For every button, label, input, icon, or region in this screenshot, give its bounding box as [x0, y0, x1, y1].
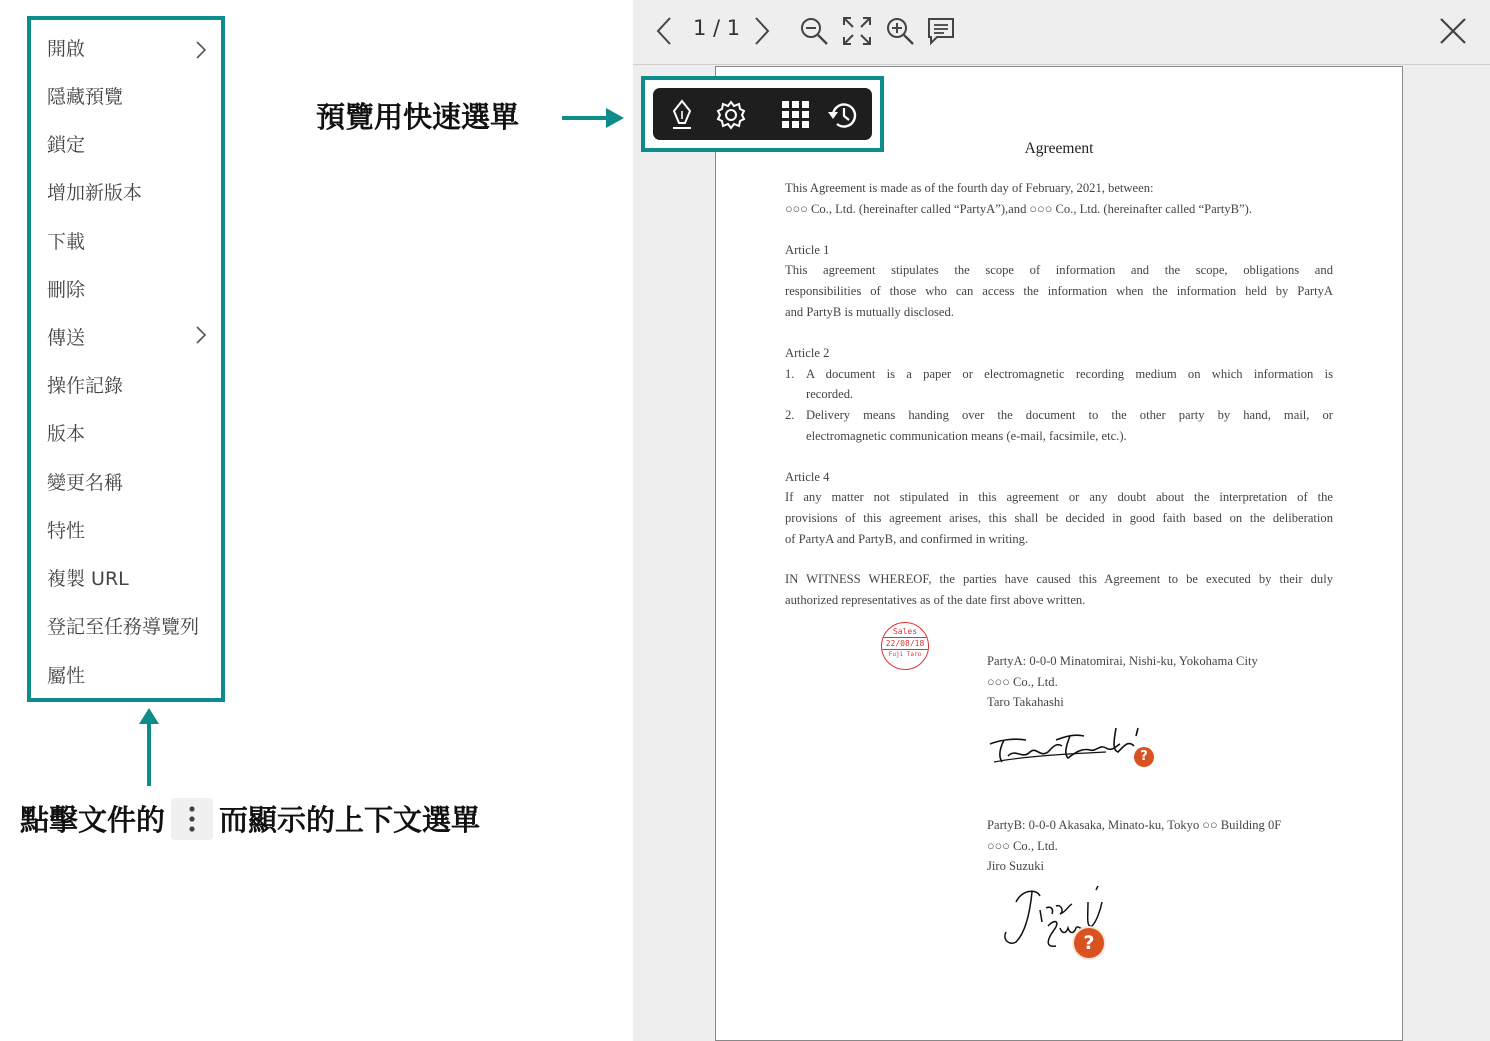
menu-item-operation-log[interactable] [47, 371, 211, 401]
close-icon[interactable] [1439, 17, 1467, 45]
menu-item-label: 開啟 [47, 38, 86, 60]
list-number: 1. [785, 367, 795, 381]
menu-item-label: 增加新版本 [47, 182, 143, 204]
doc-text: ○○○ Co., Ltd. (hereinafter called “PartyA”),and ○○○ Co., Ltd. (hereinafter called “PartyB”). [785, 202, 1253, 216]
menu-item-register-taskbar[interactable] [47, 612, 211, 642]
comment-icon[interactable] [927, 16, 957, 46]
menu-item-add-version[interactable] [47, 178, 211, 208]
doc-text: Taro Takahashi [987, 695, 1064, 709]
menu-item-label: 傳送 [47, 327, 86, 349]
document-page [715, 66, 1403, 1041]
document-viewer [633, 0, 1490, 1041]
signature-partyB [996, 882, 1126, 962]
right-arrow-annotation [562, 108, 626, 128]
menu-item-label: 操作記錄 [47, 375, 124, 397]
menu-item-label: 特性 [47, 520, 86, 542]
doc-text: IN WITNESS WHEREOF, the parties have caused this Agreement to be executed by their duly [785, 572, 1333, 586]
doc-text: ○○○ Co., Ltd. [987, 839, 1058, 853]
menu-item-label: 下載 [47, 231, 86, 253]
doc-text: responsibilities of those who can access the information when the information held by PartyA [785, 284, 1333, 298]
doc-text: PartyB: 0-0-0 Akasaka, Minato-ku, Tokyo ○○ Building 0F [987, 818, 1282, 832]
menu-item-open[interactable] [47, 34, 211, 64]
chevron-right-icon [195, 40, 207, 60]
menu-item-download[interactable] [47, 227, 211, 257]
doc-text: If any matter not stipulated in this agreement or any doubt about the interpretation of the [785, 490, 1333, 504]
signature-badge-icon[interactable]: ? [1134, 747, 1154, 767]
menu-item-versions[interactable] [47, 419, 211, 449]
approval-stamp [881, 622, 929, 670]
menu-item-label: 版本 [47, 423, 86, 445]
menu-item-label: 鎖定 [47, 134, 86, 156]
doc-text: ○○○ Co., Ltd. [987, 675, 1058, 689]
chevron-right-icon[interactable] [753, 16, 771, 46]
up-arrow-annotation [138, 708, 160, 788]
context-menu-annotation [20, 798, 480, 843]
doc-text: and PartyB is mutually disclosed. [785, 305, 954, 319]
doc-text: provisions of this agreement arises, this shall be decided in good faith based on the deliberation [785, 511, 1333, 525]
viewer-toolbar [633, 0, 1490, 65]
zoom-in-icon[interactable] [885, 16, 915, 46]
menu-item-characteristics[interactable] [47, 516, 211, 546]
doc-text: electromagnetic communication means (e-mail, facsimile, etc.). [806, 429, 1127, 443]
menu-item-label: 隱藏預覽 [47, 86, 124, 108]
context-menu [27, 16, 225, 702]
annotation-text: 點擊文件的 [20, 803, 166, 837]
doc-heading: Article 4 [785, 470, 830, 484]
doc-text: Delivery means handing over the document to the other party by hand, mail, or [806, 408, 1333, 422]
menu-item-hide-preview[interactable] [47, 82, 211, 112]
doc-text: A document is a paper or electromagnetic recording medium on which information is [806, 367, 1333, 381]
doc-text: This agreement stipulates the scope of information and the scope, obligations and [785, 263, 1333, 277]
menu-item-lock[interactable] [47, 130, 211, 160]
doc-text: This Agreement is made as of the fourth day of February, 2021, between: [785, 181, 1154, 195]
pen-icon[interactable] [667, 99, 697, 131]
menu-item-label: 屬性 [47, 665, 86, 687]
menu-item-rename[interactable] [47, 468, 211, 498]
doc-heading: Article 2 [785, 346, 830, 360]
quick-menu-highlight [641, 76, 884, 152]
menu-item-send[interactable] [47, 323, 211, 353]
doc-heading: Article 1 [785, 243, 830, 257]
page-indicator: 1 / 1 [693, 16, 741, 40]
menu-item-label: 變更名稱 [47, 472, 124, 494]
signature-badge-icon[interactable]: ? [1074, 928, 1104, 958]
chevron-right-icon [195, 325, 207, 345]
kebab-menu-icon [171, 798, 213, 840]
doc-text: of PartyA and PartyB, and confirmed in writing. [785, 532, 1029, 546]
history-icon[interactable] [827, 99, 861, 131]
gear-icon[interactable] [715, 99, 747, 131]
doc-text: authorized representatives as of the date first above written. [785, 593, 1086, 607]
menu-item-copy-url[interactable] [47, 564, 211, 594]
chevron-left-icon[interactable] [655, 16, 673, 46]
zoom-out-icon[interactable] [799, 16, 829, 46]
grid-icon[interactable] [781, 100, 811, 130]
doc-text: recorded. [806, 387, 854, 401]
document-title: Agreement [1024, 140, 1094, 157]
menu-item-label: 複製 URL [47, 568, 129, 590]
stamp-line: Sales [892, 627, 918, 636]
menu-item-label: 刪除 [47, 279, 86, 301]
quick-menu-annotation: 預覽用快速選單 [316, 100, 520, 134]
list-number: 2. [785, 408, 795, 422]
doc-text: PartyA: 0-0-0 Minatomirai, Nishi-ku, Yokohama City [987, 654, 1258, 668]
stamp-line: 22/08/18 [882, 637, 928, 650]
doc-text: Jiro Suzuki [987, 859, 1045, 873]
stamp-line: Fuji Taro [888, 651, 922, 658]
preview-quick-menu [653, 88, 872, 140]
fit-screen-icon[interactable] [842, 16, 872, 46]
menu-item-label: 登記至任務導覽列 [47, 616, 200, 638]
annotation-text: 而顯示的上下文選單 [219, 803, 481, 837]
menu-item-properties[interactable] [47, 661, 211, 691]
menu-item-delete[interactable] [47, 275, 211, 305]
